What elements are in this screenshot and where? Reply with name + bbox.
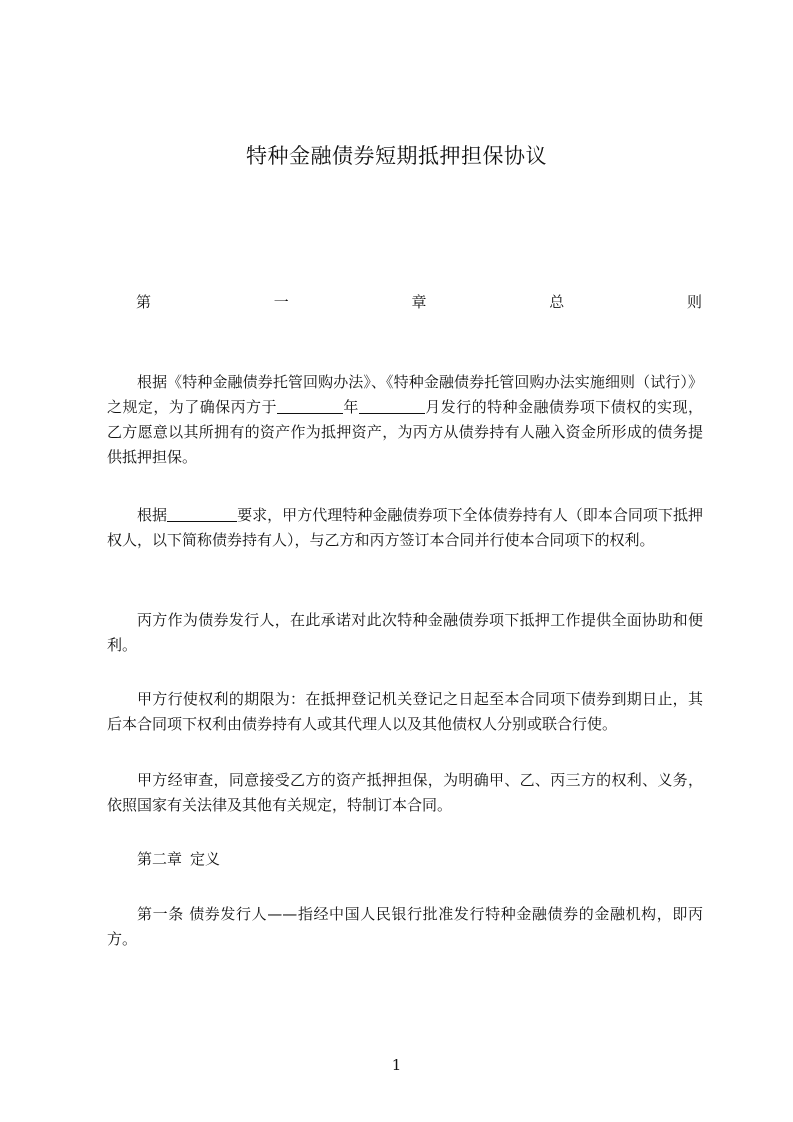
chapter-1-char: 则: [686, 293, 702, 311]
page-number: 1: [391, 1056, 402, 1074]
chapter-1-heading: [136, 290, 702, 314]
chapter-1-char: 总: [549, 293, 565, 311]
chapter-1-char: 章: [411, 293, 427, 311]
paragraph-agency: [107, 503, 703, 553]
article-1: 第一条 债券发行人——指经中国人民银行批准发行特种金融债券的金融机构，即丙方。: [107, 905, 703, 948]
paragraph-text: 根据《特种金融债券托管回购办法》、《特种金融债券托管回购办法实施细则（试行）》之规定，为了确保丙方于: [107, 373, 703, 416]
blank-line: [277, 398, 343, 414]
blank-line: [167, 506, 237, 522]
paragraph-text: 根据: [137, 506, 168, 524]
paragraph-text: 要求，甲方代理特种金融债券项下全体债券持有人（即本合同项下抵押权人，以下简称债券持有人），与乙方和丙方签订本合同并行使本合同项下的权利。: [107, 506, 703, 549]
paragraph-acceptance: 甲方经审查，同意接受乙方的资产抵押担保，为明确甲、乙、丙三方的权利、义务，依照国家有关法律及其他有关规定，特制订本合同。: [107, 771, 703, 814]
paragraph-text: 年: [342, 398, 359, 416]
paragraph-text: 月发行的特种金融债券项下债权的实现，乙方愿意以其所拥有的资产作为抵押资产，为丙方从债券持有人融入资金所形成的债务提供抵押担保。: [107, 398, 703, 466]
chapter-2-heading: [137, 847, 220, 872]
chapter-2-number: 第二章: [137, 850, 183, 868]
paragraph-legal-basis: [107, 370, 703, 470]
chapter-2-name: 定义: [190, 850, 221, 868]
blank-line: [359, 398, 425, 414]
paragraph-rights-period: 甲方行使权利的期限为：在抵押登记机关登记之日起至本合同项下债券到期日止，其后本合同项下权利由债券持有人或其代理人以及其他债权人分别或联合行使。: [107, 690, 703, 733]
chapter-1-char: 一: [273, 293, 289, 311]
document-title: 特种金融债券短期抵押担保协议: [246, 144, 547, 168]
chapter-1-char: 第: [136, 293, 152, 311]
paragraph-issuer-commitment: 丙方作为债券发行人，在此承诺对此次特种金融债券项下抵押工作提供全面协助和便利。: [107, 611, 703, 654]
